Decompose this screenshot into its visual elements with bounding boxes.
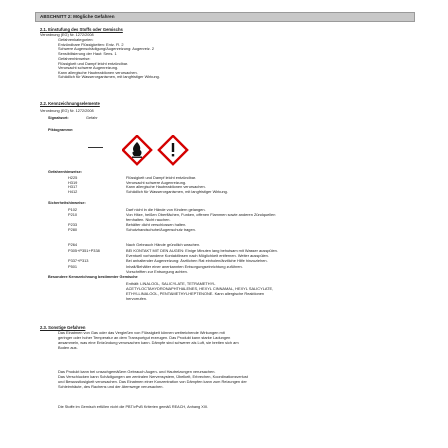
- precaution-text: Vorschriften zur Entsorgung achten.: [126, 269, 188, 274]
- classification-line: Schädlich für Wasserorganismen, mit langfristiger Wirkung.: [58, 74, 160, 80]
- divider-dash: [88, 147, 103, 148]
- pictogram-label: Piktogramme:: [48, 128, 74, 132]
- paragraph-line: geringer oder hoher Temperatur an dem Transportgut erzeugen. Das Produkt kann starke Ladungen: [58, 335, 231, 340]
- paragraph-line: und Bewusstlosigkeit verursachen. Das Einatmen einer Konzentration von Dämpfen kann zum Reizungen der: [58, 379, 247, 384]
- hazard-code: H319: [68, 179, 78, 185]
- classification-line: Gefahrenhinweise:: [58, 56, 91, 61]
- precaution-text: Darf nicht in die Hände von Kindern gelangen.: [126, 207, 206, 212]
- precaution-text: Behälter dicht verschlossen halten.: [126, 222, 187, 228]
- classification-line: Flüssigkeit und Dampf leicht entzündbar.: [58, 60, 129, 66]
- section-title: ABSCHNITT 2: Mögliche Gefahren: [40, 14, 115, 19]
- precaution-text: Bei anhaltender Augenreizung: Ärztlichen Rat einholen/ärztliche Hilfe hinzuziehen.: [126, 258, 268, 263]
- hazard-code: H225: [68, 175, 78, 180]
- classification-line: Schwere Augenschädigung/Augenreizung: Augenreiz. 2: [58, 46, 155, 52]
- precaution-code: P233: [68, 222, 78, 228]
- hazard-code: H412: [68, 188, 78, 194]
- classification-line: Sensibilisierung der Haut: Sens. 1: [58, 50, 117, 56]
- paragraph-line: Boden aus.: [58, 345, 78, 350]
- hazard-text: Flüssigkeit und Dampf leicht entzündbar.: [126, 175, 197, 180]
- paragraph-line: Schleimhäute, des Rachens und der Atemwege verursachen.: [58, 384, 164, 389]
- hazard-text: Kann allergische Hautreaktionen verursachen.: [126, 184, 206, 190]
- classification-line: Gefahrenkategorien:: [58, 37, 94, 42]
- heading-2-3: 2.3. Sonstige Gefahren: [40, 325, 86, 330]
- precaution-label: Sicherheitshinweise:: [48, 201, 86, 205]
- paragraph-line: Das Produkt kann bei unsachgemäßem Gebrauch Augen- und Hautreizungen verursachen.: [58, 369, 216, 374]
- precaution-text: Von Hitze, heißen Oberflächen, Funken, offenen Flammen sowie anderen Zündquellen: [126, 212, 276, 218]
- special-line: ETHYLLINALOOL, PENTAMETHYLHEPTENONE. Kann allergische Reaktionen: [126, 291, 265, 296]
- precaution-code: P264: [68, 242, 78, 247]
- precaution-code: P102: [68, 207, 78, 212]
- special-line: Enthält: LINALOOL, SALICYLATE, TETRAMETHYL: [126, 281, 216, 286]
- paragraph-line: Das Einatmen von Gas oder das Vergießen von Flüssigkeit können weitreichende Wirkungen mit: [58, 330, 225, 335]
- precaution-text: Inhalt/Behälter einer anerkannten Entsorgungseinrichtung zuführen.: [126, 263, 243, 269]
- special-line: ACETYLOCTAHYDRONAPHTHALENES, HEXYL CINNAMAL, HEXYL SALICYLATE,: [126, 286, 274, 291]
- precaution-code: P305+P351+P338: [68, 248, 100, 253]
- special-line: hervorrufen.: [126, 296, 147, 301]
- heading-2-2: 2.2. Kennzeichnungselemente: [40, 101, 100, 106]
- signal-word-label: Signalwort:: [48, 116, 69, 120]
- section-header: [35, 12, 415, 22]
- hazard-code: H317: [68, 184, 78, 190]
- precaution-code: P501: [68, 263, 78, 269]
- flame-icon: [123, 136, 151, 164]
- precaution-text: fernhalten. Nicht rauchen.: [126, 217, 171, 222]
- heading-2-1: 2.1. Einstufung des Stoffs oder Gemischs: [40, 27, 123, 32]
- precaution-code: P337+P313: [68, 258, 89, 263]
- hazard-text: Verursacht schwere Augenreizung.: [126, 179, 187, 185]
- hazard-text: Schädlich für Wasserorganismen, mit langfristiger Wirkung.: [126, 188, 228, 194]
- classification-line: Verursacht schwere Augenreizung.: [58, 65, 119, 71]
- precaution-text: Schutzhandschuhe/Augenschutz tragen.: [126, 227, 196, 232]
- exclamation-icon: [159, 136, 187, 164]
- regulation-2-2: Verordnung (EG) Nr. 1272/2008: [40, 109, 94, 113]
- regulation-2-1: Verordnung (EG) Nr. 1272/2008: [40, 33, 94, 37]
- precaution-code: P280: [68, 227, 78, 232]
- pbt-statement: Die Stoffe im Gemisch erfüllen nicht die PBT/vPvB Kriterien gemäß REACH, Anhang XIII.: [58, 405, 208, 409]
- paragraph-line: ansammeln, was eine Entzündung verursachen kann. Dämpfe sind schwerer als Luft, sie breiten sich am: [58, 340, 239, 345]
- precaution-text: Eventuell vorhandene Kontaktlinsen nach Möglichkeit entfernen. Weiter ausspülen.: [126, 253, 269, 258]
- signal-word-value: Gefahr: [86, 116, 98, 120]
- precaution-text: Nach Gebrauch Hände gründlich waschen.: [126, 242, 201, 247]
- ghs-pictograms: [122, 135, 194, 167]
- precaution-code: P210: [68, 212, 78, 218]
- classification-line: Entzündbare Flüssigkeiten: Entz. Fl. 2: [58, 41, 124, 47]
- paragraph-line: Das Verschlucken kann Schädigungen am zentralen Nervensystem, Übelkeit, Erbrechen, Koordinationsverlust: [58, 374, 248, 379]
- precaution-text: BEI KONTAKT MIT DEN AUGEN: Einige Minuten lang behutsam mit Wasser ausspülen.: [126, 248, 278, 253]
- classification-line: Kann allergische Hautreaktionen verursachen.: [58, 69, 138, 75]
- special-label-heading: Besondere Kennzeichnung bestimmter Gemische: [48, 275, 138, 279]
- hazard-label: Gefahrenhinweise:: [48, 170, 82, 174]
